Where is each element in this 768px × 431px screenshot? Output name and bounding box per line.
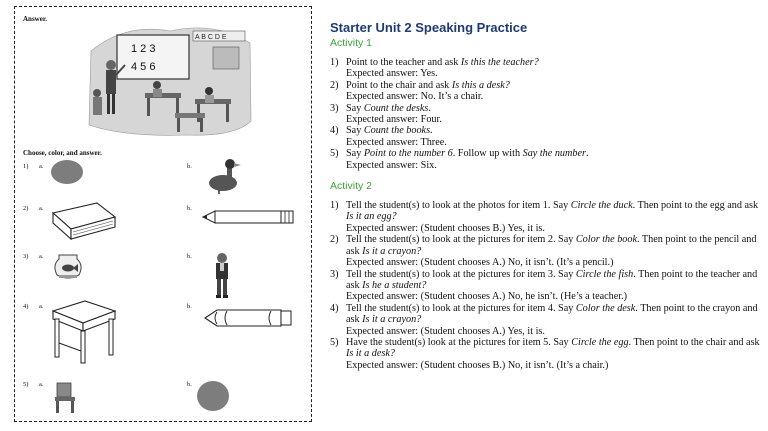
text-part: . <box>585 148 589 160</box>
expected-answer: Expected answer: (Student chooses A.) No, he isn’t. (He’s a teacher.) <box>346 291 628 303</box>
list-item <box>330 269 760 303</box>
text-part: Tell the student(s) to look at the photos for item 1. Say <box>346 200 571 212</box>
item-text <box>346 200 760 234</box>
activity-2-heading: Activity 2 <box>330 180 373 193</box>
item-number: 1) <box>330 200 339 212</box>
item-1-number: 1) <box>23 163 29 170</box>
text-part: Tell the student(s) to look at the pictures for item 4. Say <box>346 302 576 314</box>
page-title: Starter Unit 2 Speaking Practice <box>330 20 528 35</box>
italic-phrase: Point to the number 6 <box>363 148 453 160</box>
expected-answer: Expected answer: Three. <box>346 136 447 148</box>
book-icon <box>49 199 119 241</box>
list-item <box>330 80 760 103</box>
italic-phrase: Is it a crayon? <box>362 314 422 326</box>
list-item <box>330 57 760 80</box>
item-text <box>346 269 760 303</box>
text-part: Say <box>346 125 364 137</box>
italic-phrase: Color the book <box>575 234 637 246</box>
item-number: 4) <box>330 302 339 314</box>
text-part: Point to the teacher and ask <box>346 57 461 68</box>
list-item <box>330 148 760 171</box>
item-1-b-label: b. <box>187 163 192 170</box>
activity-2-list <box>330 200 760 371</box>
text-part: . Follow up with <box>452 148 523 160</box>
egg-icon <box>49 157 87 187</box>
chair-icon <box>53 381 77 415</box>
italic-phrase: Color the desk <box>575 302 636 314</box>
italic-phrase: Is this the teacher? <box>460 57 539 68</box>
fish-bowl-icon <box>51 251 85 281</box>
item-text <box>346 148 760 171</box>
item-2-number: 2) <box>23 205 29 212</box>
expected-answer: Expected answer: No. It’s a chair. <box>346 91 484 103</box>
duck-icon <box>207 157 241 195</box>
text-part: Tell the student(s) to look at the pictures for item 3. Say <box>346 268 576 280</box>
pencil-icon <box>201 209 295 225</box>
text-part: Point to the chair and ask <box>346 79 452 91</box>
choose-label: Choose, color, and answer. <box>23 149 102 157</box>
item-text <box>346 303 760 337</box>
italic-phrase: Is this a desk? <box>451 79 510 91</box>
list-item <box>330 337 760 371</box>
item-text <box>346 57 760 80</box>
egg-icon <box>195 379 231 413</box>
item-number: 3) <box>330 102 339 114</box>
item-1-a-label: a. <box>39 163 44 170</box>
italic-phrase: Circle the egg <box>571 336 629 348</box>
board-row-2: 4 5 6 <box>131 61 156 73</box>
item-2-a-label: a. <box>39 205 44 212</box>
italic-phrase: Count the books <box>363 125 431 137</box>
italic-phrase: Is it a crayon? <box>362 245 422 257</box>
text-part: . Then point to the teacher and ask <box>346 268 758 291</box>
italic-phrase: Is it a desk? <box>346 348 395 360</box>
worksheet-panel <box>14 6 312 422</box>
crayon-icon <box>201 307 295 329</box>
text-part: Say <box>346 102 364 114</box>
item-number: 3) <box>330 268 339 280</box>
list-item <box>330 234 760 268</box>
item-text <box>346 337 760 371</box>
item-3-b-label: b. <box>187 253 192 260</box>
expected-answer: Expected answer: (Student chooses A.) Yes, it is. <box>346 325 545 337</box>
item-5-number: 5) <box>23 381 29 388</box>
list-item <box>330 303 760 337</box>
text-part: Have the student(s) look at the pictures for item 5. Say <box>346 336 572 348</box>
expected-answer: Expected answer: (Student chooses B.) No, it isn’t. (It’s a chair.) <box>346 359 609 371</box>
expected-answer: Expected answer: (Student chooses A.) No, it isn’t. (It’s a pencil.) <box>346 257 614 269</box>
text-part: . Then point to the egg and ask <box>632 200 759 212</box>
text-part: Say <box>346 148 364 160</box>
item-4-number: 4) <box>23 303 29 310</box>
text-part: . <box>430 125 433 137</box>
item-number: 4) <box>330 125 339 137</box>
alphabet-strip: A B C D E <box>195 34 227 41</box>
text-part: . Then point to the crayon and ask <box>346 302 758 326</box>
item-3-a-label: a. <box>39 253 44 260</box>
item-4-a-label: a. <box>39 303 44 310</box>
expected-answer: Expected answer: (Student chooses B.) Yes, it is. <box>346 222 545 234</box>
list-item <box>330 125 760 148</box>
text-part: . <box>428 102 431 114</box>
italic-phrase: Is he a student? <box>362 279 427 291</box>
expected-answer: Expected answer: Four. <box>346 114 442 126</box>
list-item <box>330 200 760 234</box>
activity-1-list <box>330 57 760 171</box>
item-text <box>346 103 760 126</box>
speaking-practice <box>330 20 760 371</box>
italic-phrase: Circle the duck <box>570 200 633 212</box>
boy-icon <box>211 251 233 299</box>
item-number: 2) <box>330 79 339 91</box>
italic-phrase: Is it an egg? <box>346 211 397 223</box>
expected-answer: Expected answer: Yes. <box>346 68 438 80</box>
item-4-b-label: b. <box>187 303 192 310</box>
item-number: 5) <box>330 148 339 160</box>
text-part: Tell the student(s) to look at the pictures for item 2. Say <box>346 234 576 246</box>
expected-answer: Expected answer: Six. <box>346 159 437 171</box>
board-row-1: 1 2 3 <box>131 43 156 55</box>
italic-phrase: Say the number <box>522 148 586 160</box>
text-part: . Then point to the pencil and ask <box>346 234 757 257</box>
italic-phrase: Circle the fish <box>575 268 634 280</box>
list-item <box>330 103 760 126</box>
item-number: 5) <box>330 336 339 348</box>
item-number: 2) <box>330 234 339 246</box>
desk-icon <box>49 299 119 365</box>
classroom-illustration <box>85 21 255 137</box>
text-part: . Then point to the chair and ask <box>628 336 760 348</box>
item-3-number: 3) <box>23 253 29 260</box>
item-5-a-label: a. <box>39 381 44 388</box>
item-number: 1) <box>330 57 339 68</box>
item-5-b-label: b. <box>187 381 192 388</box>
item-text <box>346 234 760 268</box>
activity-1-heading: Activity 1 <box>330 37 373 49</box>
answer-label: Answer. <box>23 15 48 23</box>
italic-phrase: Count the desks <box>363 102 429 114</box>
item-text <box>346 80 760 103</box>
item-text <box>346 125 760 148</box>
item-2-b-label: b. <box>187 205 192 212</box>
